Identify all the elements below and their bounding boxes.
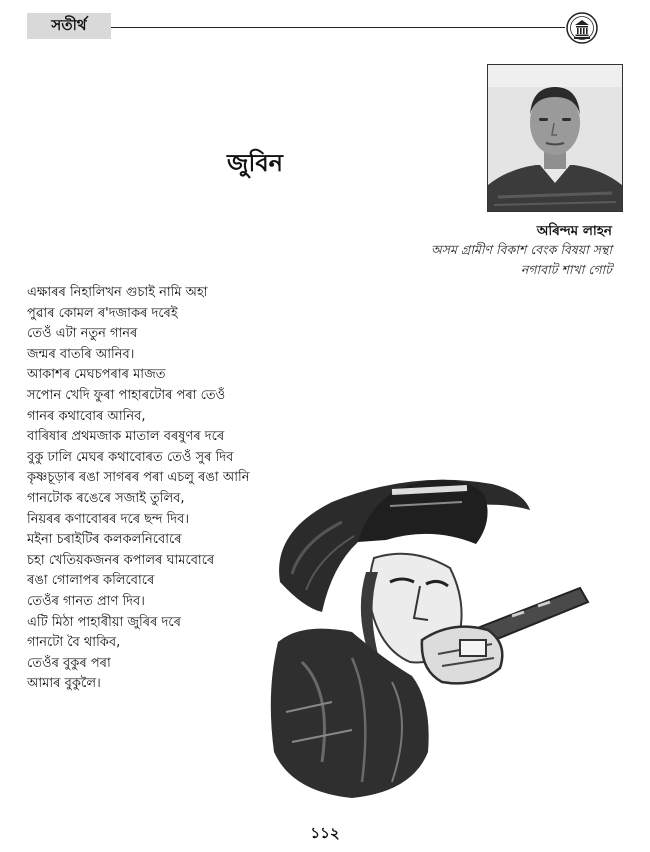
poem-line: এক্ষাৰৰ নিহালিখন গুচাই নামি অহা	[27, 285, 208, 300]
header-rule	[111, 27, 565, 28]
poem-line: কৃষ্ণচূড়াৰ ৰঙা সাগৰৰ পৰা এচলু ৰঙা আনি	[27, 470, 250, 486]
poem-line: তেওঁৰ বুকুৰ পৰা	[27, 655, 111, 671]
poem-line: নিয়ৰৰ কণাবোৰৰ দৰে ছন্দ দিব।	[27, 511, 190, 527]
poem-line: ৰঙা গোলাপৰ কলিবোৰে	[27, 573, 155, 589]
poem-line: গানটো বৈ থাকিব,	[27, 635, 121, 651]
author-affiliation-2: নগাবাট শাখা গোট	[520, 262, 612, 277]
poem-line: সপোন খেদি ফুৰা পাহাৰটোৰ পৰা তেওঁ	[27, 387, 226, 403]
author-affiliation-1: অসম গ্ৰামীণ বিকাশ বেংক বিষয়া সন্থা	[430, 242, 612, 257]
poem-line: তেওঁৰ গানত প্ৰাণ দিব।	[27, 593, 145, 609]
author-name: অৰিন্দম লাহন	[536, 223, 612, 239]
poem-line: গানটোক ৰঙেৰে সজাই তুলিব,	[27, 490, 185, 506]
author-photo	[487, 64, 623, 212]
poem-line: মইনা চৰাইটিৰ কলকলনিবোৰে	[27, 532, 182, 548]
poem-line: গানৰ কথাবোৰ আনিব,	[27, 408, 146, 424]
poem-line: আমাৰ বুকুলৈ।	[27, 676, 101, 692]
section-tab	[27, 13, 111, 39]
poem-line: এটি মিঠা পাহাৰীয়া জুৰিৰ দৰে	[27, 614, 181, 630]
poem-title: জুবিন	[226, 149, 284, 177]
poem-line: তেওঁ এটা নতুন গানৰ	[27, 326, 138, 342]
page-number: ১১২	[310, 824, 340, 842]
poem-line: চহা খেতিয়কজনৰ কপালৰ ঘামবোৰে	[27, 552, 215, 568]
poem-line: বাৰিষাৰ প্ৰথমজাক মাতাল বৰষুণৰ দৰে	[27, 429, 225, 445]
poem-line: বুকু ঢালি মেঘৰ কথাবোৰত তেওঁ সুৰ দিব	[27, 449, 234, 465]
poem-line: আকাশৰ মেঘচপৰাৰ মাজত	[27, 367, 166, 383]
poem-line: পুৱাৰ কোমল ৰ'দজাকৰ দৰেই	[27, 305, 178, 321]
circular-emblem-icon	[566, 12, 598, 44]
section-title: সতীৰ্থ	[51, 15, 87, 34]
author-portrait-image	[488, 65, 622, 211]
charcoal-sketch-illustration	[262, 462, 622, 800]
poem-line: জন্মৰ বাতৰি আনিব।	[27, 346, 135, 362]
